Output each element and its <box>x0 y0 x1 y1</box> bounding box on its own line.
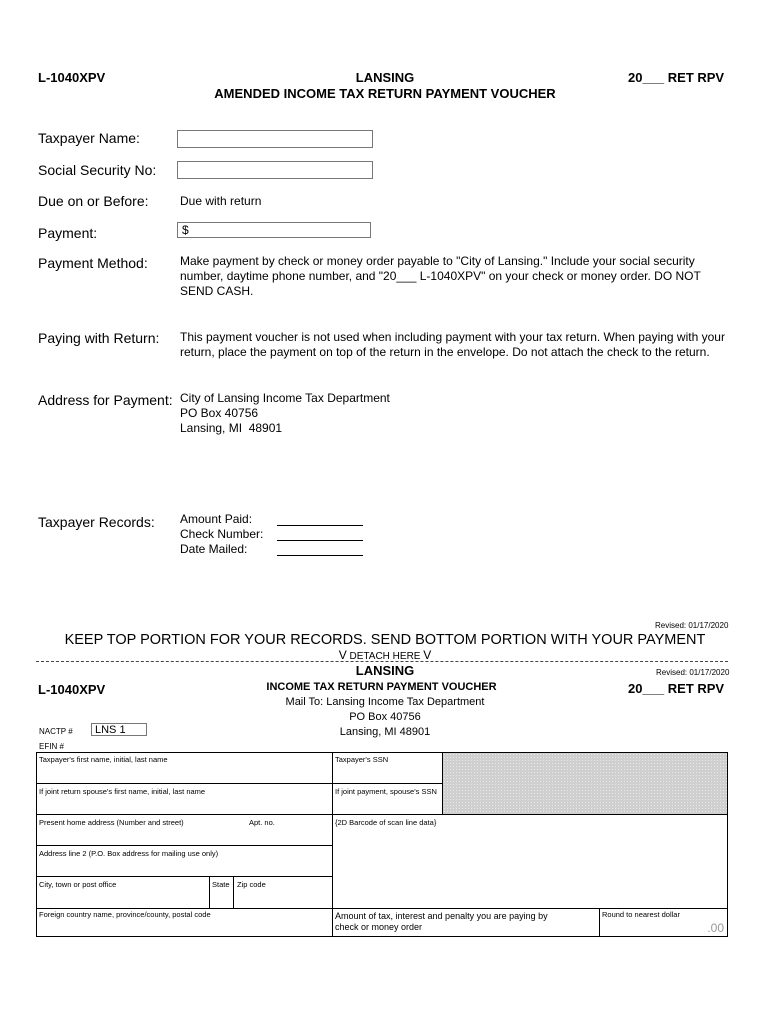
revised-date-top: Revised: 01/17/2020 <box>655 621 729 630</box>
city-label: City, town or post office <box>39 880 117 889</box>
home-address-label: Present home address (Number and street) <box>39 818 184 827</box>
amount-line1: Amount of tax, interest and penalty you are paying by <box>335 911 548 921</box>
foreign-cell[interactable] <box>37 909 333 936</box>
city-cell[interactable] <box>37 877 210 909</box>
method-label: Payment Method: <box>38 255 148 271</box>
nactp-label: NACTP # <box>39 727 73 736</box>
form-id: L-1040XPV <box>38 70 106 85</box>
payment-label: Payment: <box>38 225 98 241</box>
barcode-cell <box>333 815 727 909</box>
state-label: State <box>212 880 230 889</box>
state-cell[interactable] <box>210 877 234 909</box>
barcode-label: {2D Barcode of scan line data} <box>335 818 437 827</box>
mail-to-line1: Mail To: Lansing Income Tax Department <box>285 696 485 708</box>
method-line1: Make payment by check or money order payable to "City of Lansing." Include your social security <box>180 254 695 268</box>
due-label: Due on or Before: <box>38 193 149 209</box>
bottom-city: LANSING <box>355 663 415 678</box>
paying-with-return-label: Paying with Return: <box>38 330 160 346</box>
bottom-title: INCOME TAX RETURN PAYMENT VOUCHER <box>266 681 497 693</box>
detach-arrow-right: V <box>423 648 432 662</box>
apt-label: Apt. no. <box>249 818 275 827</box>
spouse-name-label: If joint return spouse's first name, initial, last name <box>39 787 206 796</box>
records-label: Taxpayer Records: <box>38 514 155 530</box>
form-title: AMENDED INCOME TAX RETURN PAYMENT VOUCHER <box>214 86 556 101</box>
efin-label: EFIN # <box>39 742 64 751</box>
first-name-cell[interactable] <box>37 753 333 784</box>
amount-paid-label: Amount Paid: <box>180 512 253 526</box>
keep-notice: KEEP TOP PORTION FOR YOUR RECORDS. SEND BOTTOM PORTION WITH YOUR PAYMENT <box>64 632 706 648</box>
address-label: Address for Payment: <box>38 392 173 408</box>
amount-paid-line[interactable] <box>277 525 363 526</box>
ssn-label: Social Security No: <box>38 162 157 178</box>
detach-line <box>36 661 728 662</box>
mail-to-line2: PO Box 40756 <box>349 711 421 723</box>
spouse-name-cell[interactable] <box>37 784 333 815</box>
spouse-ssn-label: If joint payment, spouse's SSN <box>335 787 437 796</box>
address-line2: PO Box 40756 <box>180 406 259 420</box>
ssn-cell-label: Taxpayer's SSN <box>335 755 389 764</box>
amount-cell <box>333 909 600 936</box>
ssn-cell[interactable] <box>333 753 443 784</box>
foreign-label: Foreign country name, province/county, postal code <box>39 910 211 919</box>
spouse-ssn-cell[interactable] <box>333 784 443 815</box>
payment-value: $ <box>182 223 189 237</box>
detach-here <box>0 648 770 662</box>
revised-date-bottom: Revised: 01/17/2020 <box>656 668 730 677</box>
round-cell[interactable] <box>600 909 727 936</box>
home-address-cell[interactable] <box>37 815 333 846</box>
address2-label: Address line 2 (P.O. Box address for mailing use only) <box>39 849 219 858</box>
nactp-box <box>91 723 147 736</box>
bottom-year-label: 20___ RET RPV <box>628 681 725 696</box>
voucher-grid <box>36 752 728 937</box>
payment-input[interactable] <box>177 222 371 238</box>
zip-label: Zip code <box>237 880 266 889</box>
city-title: LANSING <box>355 70 415 85</box>
zip-cell[interactable] <box>234 877 333 909</box>
check-number-line[interactable] <box>277 540 363 541</box>
ssn-input[interactable] <box>177 161 373 179</box>
paying-line1: This payment voucher is not used when including payment with your tax return. When paying with your <box>180 330 725 344</box>
first-name-label: Taxpayer's first name, initial, last name <box>39 755 168 764</box>
address-line3: Lansing, MI 48901 <box>180 421 283 435</box>
address2-cell[interactable] <box>37 846 333 877</box>
date-mailed-label: Date Mailed: <box>180 542 248 556</box>
round-label: Round to nearest dollar <box>602 910 680 919</box>
date-mailed-line[interactable] <box>277 555 363 556</box>
amount-line2: check or money order <box>335 922 423 932</box>
detach-arrow-left: V <box>338 648 347 662</box>
nactp-value: LNS 1 <box>95 724 126 736</box>
mail-to-line3: Lansing, MI 48901 <box>339 726 431 738</box>
method-line3: SEND CASH. <box>180 284 254 298</box>
year-label: 20___ RET RPV <box>628 70 725 85</box>
shaded-area <box>443 753 727 815</box>
paying-line2: return, place the payment on top of the return in the envelope. Do not attach the check to the return. <box>180 345 710 359</box>
detach-text: DETACH HERE <box>349 651 421 662</box>
taxpayer-name-input[interactable] <box>177 130 373 148</box>
method-line2: number, daytime phone number, and "20___ L-1040XPV" on your check or money order. DO NOT <box>180 269 701 283</box>
bottom-form-id: L-1040XPV <box>38 682 106 697</box>
taxpayer-name-label: Taxpayer Name: <box>38 130 140 146</box>
check-number-label: Check Number: <box>180 527 264 541</box>
address-line1: City of Lansing Income Tax Department <box>180 391 390 405</box>
due-value: Due with return <box>180 194 262 208</box>
cents-value: .00 <box>707 921 724 935</box>
